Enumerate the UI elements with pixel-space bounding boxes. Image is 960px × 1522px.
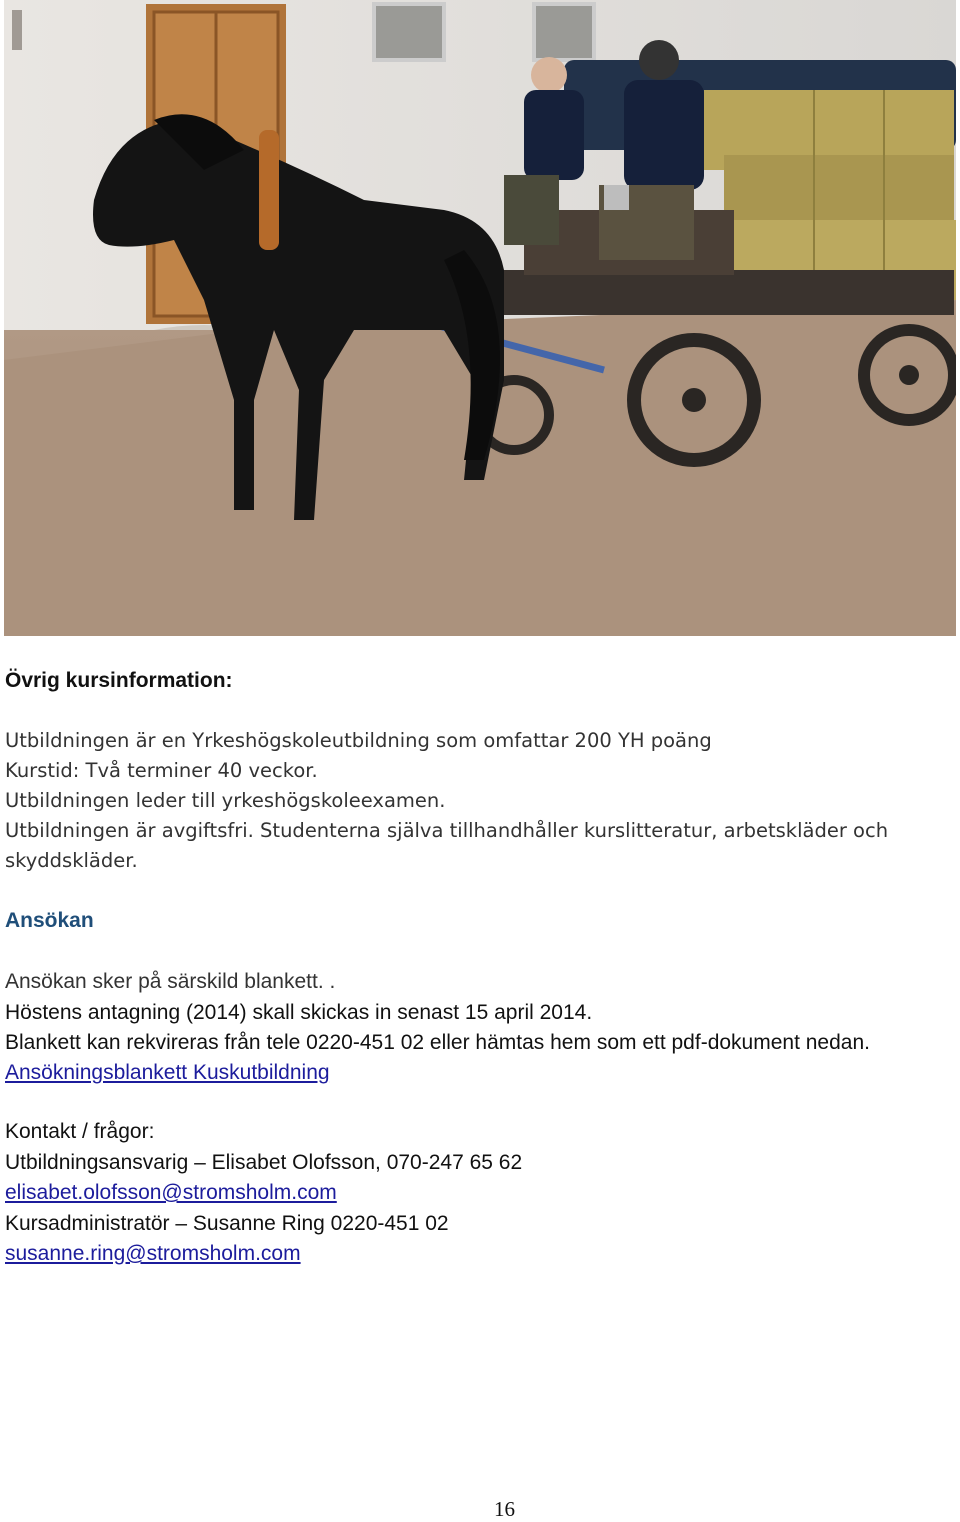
page-number: 16 — [494, 1497, 515, 1521]
application-line: Höstens antagning (2014) skall skickas in senast 15 april 2014. — [5, 1001, 593, 1024]
contact-person-1: Utbildningsansvarig – Elisabet Olofsson, 070-247 65 62 — [5, 1151, 523, 1174]
application-line: Ansökan sker på särskild blankett. . — [5, 970, 336, 993]
application-line: Blankett kan rekvireras från tele 0220-451 02 eller hämtas hem som ett pdf-dokument nedan. — [5, 1031, 870, 1054]
course-info-heading: Övrig kursinformation: — [5, 669, 233, 692]
course-info-line: Utbildningen är avgiftsfri. Studenterna själva tillhandhåller kurslitteratur, arbetskläder och — [5, 819, 889, 842]
course-info-line: Utbildningen leder till yrkeshögskoleexamen. — [5, 789, 446, 812]
course-info-line: Utbildningen är en Yrkeshögskoleutbildning som omfattar 200 YH poäng — [5, 729, 712, 752]
application-form-link[interactable]: Ansökningsblankett Kuskutbildning — [5, 1061, 330, 1084]
email-link-1[interactable]: elisabet.olofsson@stromsholm.com — [5, 1181, 337, 1204]
email-link-2[interactable]: susanne.ring@stromsholm.com — [5, 1242, 301, 1265]
application-heading: Ansökan — [5, 909, 94, 932]
horse-wagon-photo — [4, 0, 956, 636]
contact-heading: Kontakt / frågor: — [5, 1120, 155, 1143]
contact-person-2: Kursadministratör – Susanne Ring 0220-451 02 — [5, 1212, 449, 1235]
course-info-line: Kurstid: Två terminer 40 veckor. — [5, 759, 318, 782]
course-info-line: skyddskläder. — [5, 849, 138, 872]
